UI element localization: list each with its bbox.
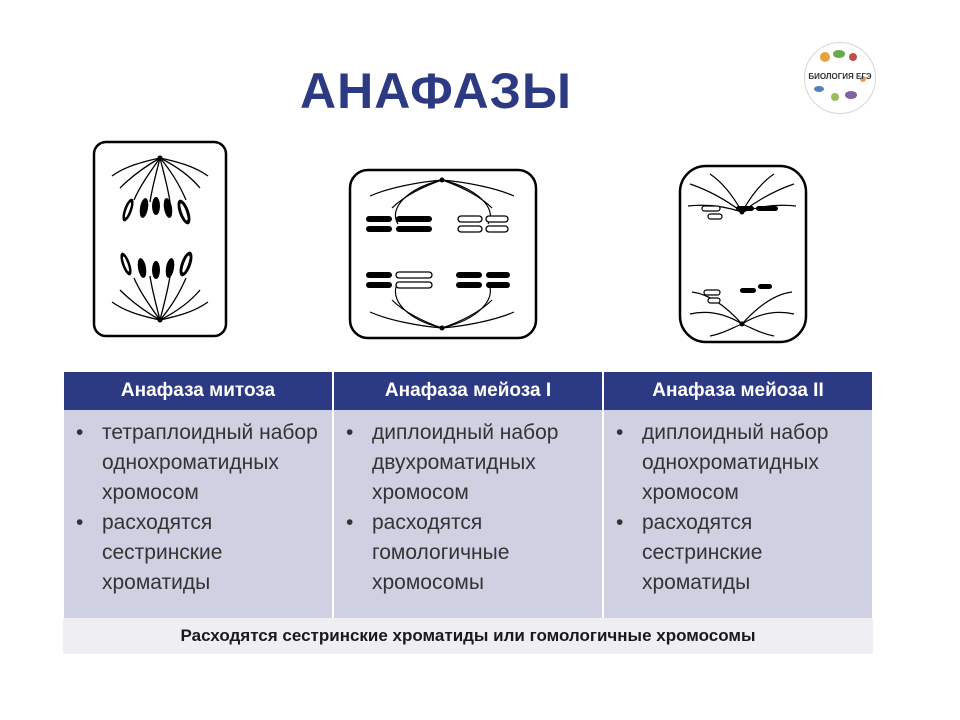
bullet-icon: • bbox=[346, 421, 354, 444]
cell-mitosis bbox=[63, 410, 333, 618]
list-item-text: расходятся сестринские хроматиды bbox=[642, 511, 763, 594]
cell-meiosis-1 bbox=[333, 410, 603, 618]
list-item bbox=[342, 418, 596, 508]
cell-meiosis-2 bbox=[603, 410, 873, 618]
bullet-icon: • bbox=[76, 511, 84, 534]
list-item-text: тетраплоидный набор однохроматидных хромосом bbox=[102, 421, 318, 504]
summary-row bbox=[63, 618, 873, 654]
anaphase-meiosis-1-figure bbox=[348, 168, 538, 345]
header-meiosis-1: Анафаза мейоза I bbox=[333, 372, 603, 410]
comparison-table bbox=[62, 372, 874, 654]
list-item-text: диплоидный набор двухроматидных хромосом bbox=[372, 421, 559, 504]
table-header-row bbox=[63, 372, 873, 410]
list-item bbox=[612, 418, 866, 508]
list-item-text: диплоидный набор однохроматидных хромосом bbox=[642, 421, 829, 504]
list-item-text: расходятся гомологичные хромосомы bbox=[372, 511, 510, 594]
list-item bbox=[72, 508, 326, 598]
bullet-list bbox=[612, 418, 866, 598]
header-mitosis: Анафаза митоза bbox=[63, 372, 333, 410]
bullet-icon: • bbox=[76, 421, 84, 444]
logo-label: БИОЛОГИЯ ЕГЭ bbox=[808, 72, 872, 81]
anaphase-meiosis-2-figure bbox=[678, 164, 808, 349]
table-body-row bbox=[63, 410, 873, 618]
list-item bbox=[612, 508, 866, 598]
bullet-list bbox=[342, 418, 596, 598]
anaphase-mitosis-figure bbox=[92, 140, 228, 343]
bullet-list bbox=[72, 418, 326, 598]
biology-logo-icon bbox=[804, 42, 876, 114]
list-item-text: расходятся сестринские хроматиды bbox=[102, 511, 223, 594]
bullet-icon: • bbox=[616, 421, 624, 444]
page-title: АНАФАЗЫ bbox=[300, 63, 572, 119]
header-meiosis-2: Анафаза мейоза II bbox=[603, 372, 873, 410]
bullet-icon: • bbox=[346, 511, 354, 534]
list-item bbox=[72, 418, 326, 508]
list-item bbox=[342, 508, 596, 598]
bullet-icon: • bbox=[616, 511, 624, 534]
summary-text: Расходятся сестринские хроматиды или гомологичные хромосомы bbox=[63, 618, 873, 654]
